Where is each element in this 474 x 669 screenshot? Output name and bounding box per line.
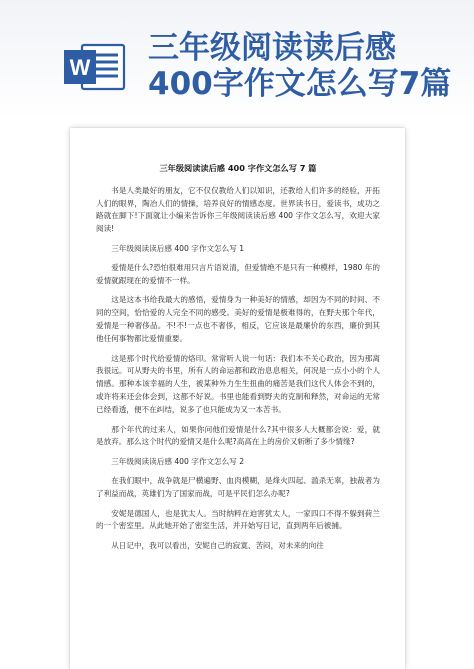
banner-title-line-1: 三年级阅读读后感 <box>148 30 396 66</box>
paragraph: 在我们眼中，战争就是尸横遍野、血肉模糊，是烽火四起、滥杀无辜，独裁者为了利益而战，英雄们为了国家而战，可是平民们怎么办呢? <box>96 475 380 498</box>
banner-title-line-2: 400字作文怎么写7篇 <box>148 66 452 102</box>
paragraph: 从日记中，我可以看出，安妮自己的寂寞、苦闷，对未来的向往 <box>111 541 324 551</box>
bottom-fade <box>70 609 405 669</box>
header-banner <box>0 0 474 118</box>
svg-text:W: W <box>69 55 91 80</box>
document-page <box>70 128 405 669</box>
document-body <box>96 162 380 560</box>
section-heading: 三年级阅读读后感 400 字作文怎么写 1 <box>111 243 245 253</box>
section-heading: 三年级阅读读后感 400 字作文怎么写 2 <box>111 457 245 467</box>
word-document-icon <box>62 42 128 92</box>
paragraph: 安妮是德国人，也是犹太人。当时纳粹在迫害犹太人，一家四口不得不躲到荷兰的一个密室里。从此她开始了密室生活，并开始写日记，直到两年后被捕。 <box>96 508 380 531</box>
paragraph: 这是这本书给我最大的感悟，爱情身为一种美好的情感，却因为不同的时间、不同的空间，恰恰爱的人完全不同的感受。美好的爱情是极难得的，在野夫那个年代，爱情是一种奢侈品。不!不!一点也不奢侈，相反，它应该是最廉价的东西，廉价到其他任何事物都比爱情重要。 <box>96 295 380 343</box>
paragraph: 爱情是什么?恐怕很难用只言片语说清，但爱情绝不是只有一种模样，1980 年的爱情就跟现在的爱情不一样。 <box>96 262 380 285</box>
paragraph: 这是那个时代给爱情的烙印。常常听人说一句话：我们本不关心政治，因为那离我很远。可从野夫的书里，所有人的命运都和政治息息相关，何况是一点小小的个人情感。那种本该幸福的人生，被某种外力生生扭曲的痛苦是我们这代人体会不到的，或许将来还会体会到，这都不好说。书里也能看到野夫的克制和释然，对命运的无常已经看透，便不在纠结，说多了也只能成为又一本苦书。 <box>96 353 380 414</box>
document-title: 三年级阅读读后感 400 字作文怎么写 7 篇 <box>159 163 317 173</box>
banner-title <box>148 30 468 102</box>
paragraph: 书是人类最好的朋友，它不仅仅教给人们以知识，还教给人们许多的经验，开拓人们的眼界，陶冶人们的情操，培养良好的情感态度。世界读书日，爱读书，成功之路就在脚下!下面就让小编来告诉你三年级阅读读后感 400 字作文怎么写，欢迎大家阅读! <box>96 185 380 234</box>
paragraph-list <box>96 185 380 553</box>
paragraph: 那个年代的过来人，如果你问他们爱情是什么?其中很多人大概都会说：爱，就是放弃。那么这个时代的爱情又是什么呢?高高在上的房价又斩断了多少情缘? <box>96 424 380 447</box>
